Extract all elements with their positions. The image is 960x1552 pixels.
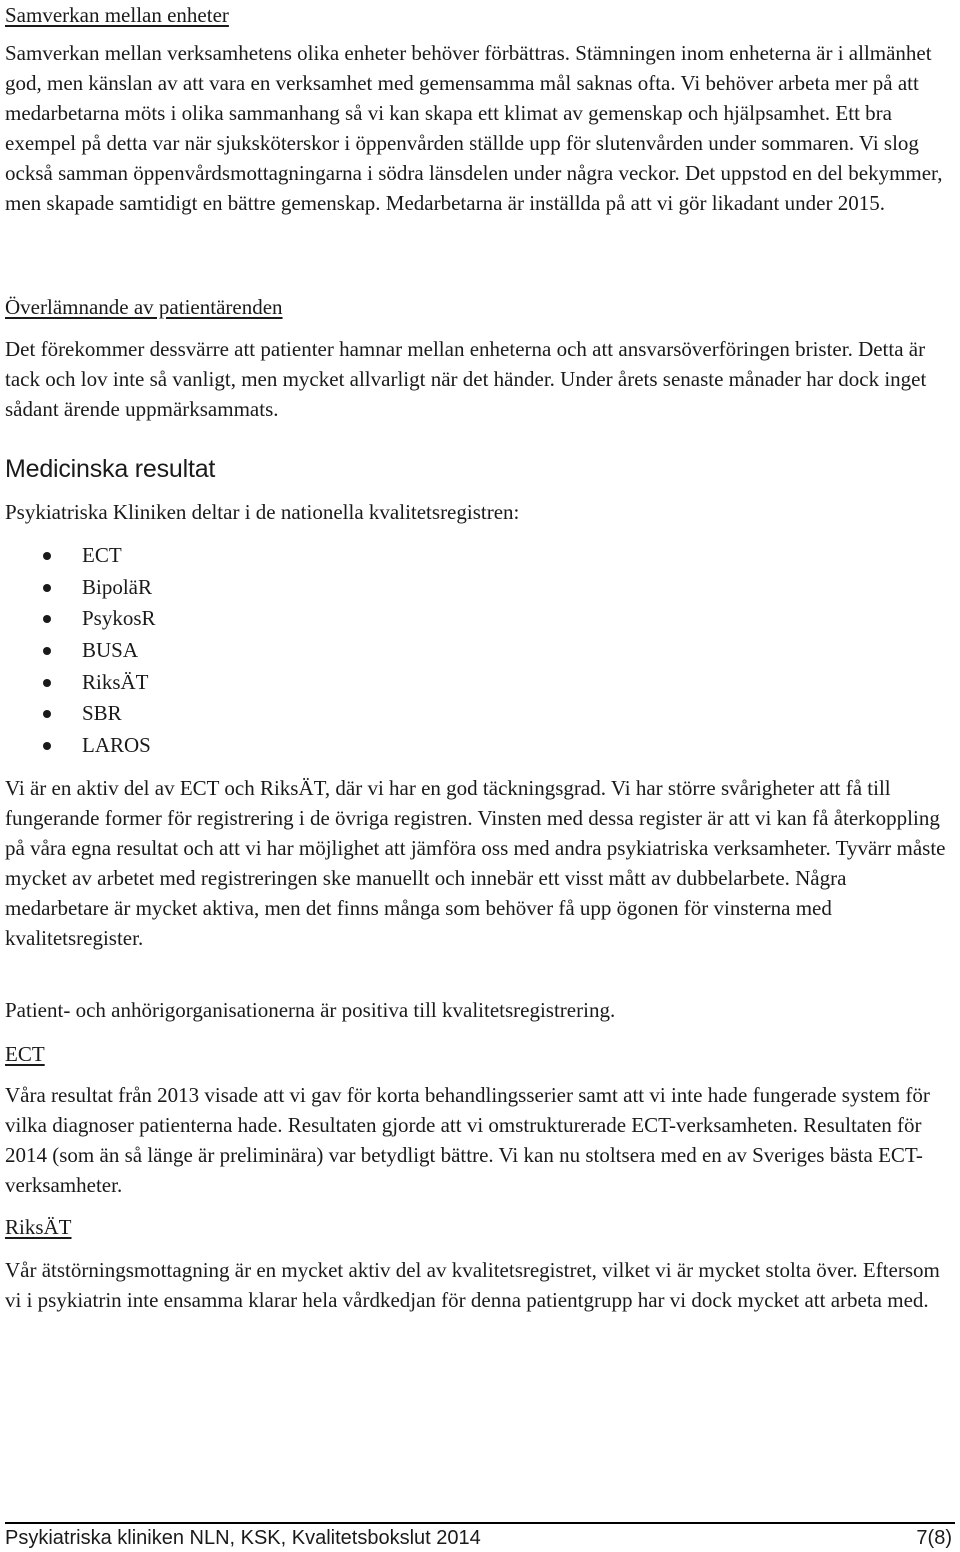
section-heading-samverkan: Samverkan mellan enheter xyxy=(5,3,229,27)
bullet-icon xyxy=(43,679,51,687)
bullet-icon xyxy=(43,615,51,623)
register-name: BipoläR xyxy=(82,574,153,599)
section-heading-rikat: RiksÄT xyxy=(5,1215,72,1239)
paragraph-rikat: Vår ätstörningsmottagning är en mycket aktiv del av kvalitetsregistret, vilket vi är mycket stolta över. Eftersom vi i psykiatrin inte ensamma klarar hela vårdkedjan för denna patientgrupp har vi dock mycket att arbeta med. xyxy=(5,1258,940,1312)
register-name: LAROS xyxy=(82,733,151,758)
register-name: PsykosR xyxy=(82,606,156,631)
footer-divider xyxy=(5,1522,955,1524)
register-name: SBR xyxy=(82,701,122,726)
section-heading-overlamnande: Överlämnande av patientärenden xyxy=(5,295,283,319)
paragraph-registers-intro: Psykiatriska Kliniken deltar i de nationella kvalitetsregistren: xyxy=(5,500,520,524)
register-name: BUSA xyxy=(82,638,139,663)
section-heading-ect: ECT xyxy=(5,1042,45,1066)
bullet-icon xyxy=(43,647,51,655)
register-name: RiksÄT xyxy=(82,669,149,694)
paragraph-ect: Våra resultat från 2013 visade att vi gav för korta behandlingsserier samt att vi inte hade fungerade system för vilka diagnoser patienterna hade. Resultaten gjorde att vi omstrukturerade ECT-verksamheten. Resultaten för 2014 (som än så länge är preliminära) var betydligt bättre. Vi kan nu stoltsera med en av Sveriges bästa ECT-verksamheter. xyxy=(5,1083,930,1197)
bullet-icon xyxy=(43,584,51,592)
register-name: ECT xyxy=(82,543,122,567)
bullet-icon xyxy=(43,742,51,750)
section-heading-medicinska-resultat: Medicinska resultat xyxy=(5,455,216,483)
paragraph-overlamnande: Det förekommer dessvärre att patienter hamnar mellan enheterna och att ansvarsöverföringen brister. Detta är tack och lov inte så vanligt, men mycket allvarligt när det händer. Under årets senaste månader har dock inget sådant ärende uppmärksammats. xyxy=(5,337,927,421)
bullet-icon xyxy=(43,552,51,560)
footer-page-number: 7(8) xyxy=(916,1527,952,1549)
bullet-icon xyxy=(43,710,51,718)
paragraph-samverkan: Samverkan mellan verksamhetens olika enheter behöver förbättras. Stämningen inom enheterna är i allmänhet god, men känslan av att vara en verksamhet med gemensamma mål saknas ofta. Vi behöver arbeta mer på att medarbetarna möts i olika sammanhang så vi kan skapa ett klimat av gemenskap och hjälpsamhet. Ett bra exempel på detta var när sjuksköterskor i öppenvården ställde upp för slutenvården under sommaren. Vi slog också samman öppenvårdsmottagningarna i södra länsdelen under några veckor. Det uppstod en del bekymmer, men skapade samtidigt en bättre gemenskap. Medarbetarna är inställda på att vi gör likadant under 2015. xyxy=(5,41,943,215)
paragraph-medicinska-body: Vi är en aktiv del av ECT och RiksÄT, där vi har en god täckningsgrad. Vi har större svårigheter att få till fungerande former för registrering i de övriga registren. Vinsten med dessa register är att vi kan få återkoppling på våra egna resultat och att vi har möjlighet att jämföra oss med andra psykiatriska verksamheter. Tyvärr måste mycket av arbetet med registreringen ske manuellt och innebär ett visst mått av dubbelarbete. Några medarbetare är mycket aktiva, men det finns många som behöver få upp ögonen för vinsterna med kvalitetsregister. xyxy=(5,776,946,950)
paragraph-patient-org: Patient- och anhörigorganisationerna är positiva till kvalitetsregistrering. xyxy=(5,998,616,1022)
footer-document-title: Psykiatriska kliniken NLN, KSK, Kvalitetsbokslut 2014 xyxy=(5,1527,481,1549)
